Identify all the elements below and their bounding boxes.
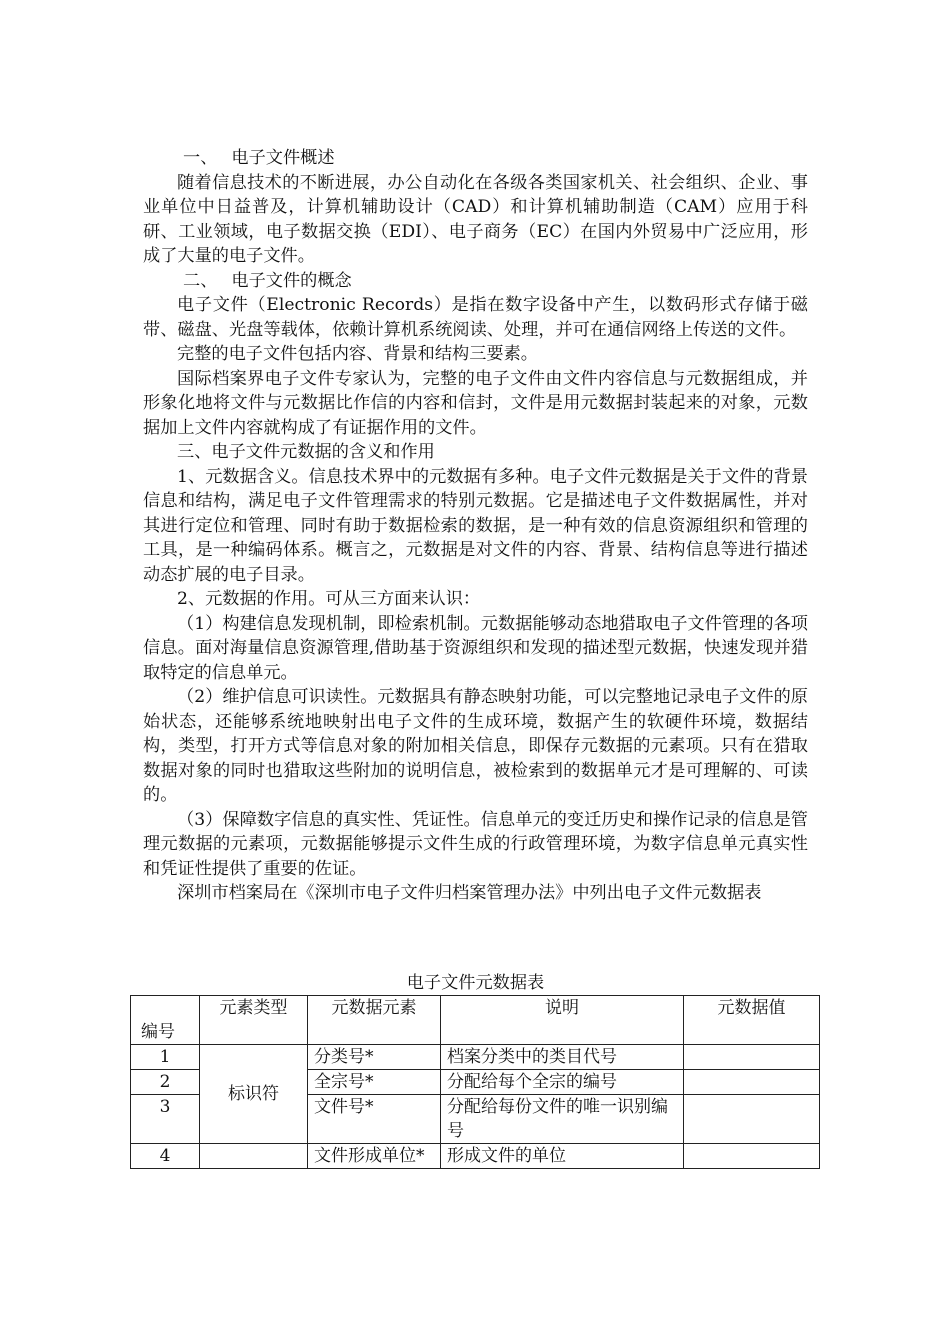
cell-value [684,1144,820,1169]
header-type: 元素类型 [200,996,308,1045]
header-no: 编号 [131,996,200,1045]
table-caption: 电子文件元数据表 [406,973,545,993]
cell-no: 4 [131,1144,200,1169]
section-title: 电子文件的概念 [231,270,352,291]
cell-value [684,1070,820,1095]
paragraph: （3）保障数字信息的真实性、凭证性。信息单元的变迁历史和操作记录的信息是管理元数据的元素项，元数据能够提示文件生成的行政管理环境，为数字信息单元真实性和凭证性提供了重要的佐证。 [143,809,808,879]
paragraph: （1）构建信息发现机制，即检索机制。元数据能够动态地猎取电子文件管理的各项信息。面对海量信息资源管理,借助基于资源组织和发现的描述型元数据，快速发现并猎取特定的信息单元。 [143,613,808,683]
cell-value [684,1095,820,1144]
cell-element: 文件形成单位* [308,1144,441,1169]
header-value: 元数据值 [684,996,820,1045]
cell-desc: 形成文件的单位 [441,1144,684,1169]
table-row [131,1144,820,1169]
section-number: 一、 [183,148,218,168]
cell-no: 1 [131,1045,200,1070]
paragraph: 国际档案界电子文件专家认为，完整的电子文件由文件内容信息与元数据组成，并形象化地将文件与元数据比作信的内容和信封，文件是用元数据封装起来的对象，元数据加上文件内容就构成了有证据作用的文件。 [143,368,808,438]
paragraph: （2）维护信息可识读性。元数据具有静态映射功能，可以完整地记录电子文件的原始状态，还能够系统地映射出电子文件的生成环境，数据产生的软硬件环境，数据结构，类型，打开方式等信息对象的附加相关信息，即保存元数据的元素项。只有在猎取数据对象的同时也猎取这些附加的说明信息，被检索到的数据单元才是可理解的、可读的。 [143,687,808,805]
section-number: 二、 [183,270,218,291]
section-title: 电子文件概述 [231,148,335,168]
cell-type [200,1144,308,1169]
paragraph: 深圳市档案局在《深圳市电子文件归档案管理办法》中列出电子文件元数据表 [177,883,762,903]
document-body [143,146,808,906]
table-header-row [131,996,820,1045]
header-desc: 说明 [441,996,684,1045]
cell-desc: 分配给每个全宗的编号 [441,1070,684,1095]
section-heading-3: 三、电子文件元数据的含义和作用 [177,442,435,462]
paragraph: 电子文件（Electronic Records）是指在数字设备中产生，以数码形式存储于磁带、磁盘、光盘等载体，依赖计算机系统阅读、处理，并可在通信网络上传送的文件。 [143,295,808,340]
cell-desc: 分配给每份文件的唯一识别编号 [441,1095,684,1144]
cell-no: 3 [131,1095,200,1144]
section-heading-2 [143,269,808,294]
metadata-table [130,995,820,1169]
header-element: 元数据元素 [308,996,441,1045]
cell-type-group: 标识符 [200,1045,308,1144]
paragraph: 2、元数据的作用。可从三方面来认识： [177,589,481,609]
cell-element: 分类号* [308,1045,441,1070]
section-heading-1 [143,146,808,171]
cell-element: 全宗号* [308,1070,441,1095]
cell-no: 2 [131,1070,200,1095]
paragraph: 完整的电子文件包括内容、背景和结构三要素。 [177,344,538,364]
cell-element: 文件号* [308,1095,441,1144]
paragraph: 随着信息技术的不断进展，办公自动化在各级各类国家机关、社会组织、企业、事业单位中日益普及，计算机辅助设计（CAD）和计算机辅助制造（CAM）应用于科研、工业领域，电子数据交换（EDI）、电子商务（EC）在国内外贸易中广泛应用，形成了大量的电子文件。 [143,172,808,266]
table-row [131,1045,820,1070]
paragraph: 1、元数据含义。信息技术界中的元数据有多种。电子文件元数据是关于文件的背景信息和结构，满足电子文件管理需求的特别元数据。它是描述电子文件数据属性，并对其进行定位和管理、同时有助于数据检索的数据，是一种有效的信息资源组织和管理的工具，是一种编码体系。概言之，元数据是对文件的内容、背景、结构信息等进行描述动态扩展的电子目录。 [143,466,808,585]
cell-desc: 档案分类中的类目代号 [441,1045,684,1070]
cell-value [684,1045,820,1070]
